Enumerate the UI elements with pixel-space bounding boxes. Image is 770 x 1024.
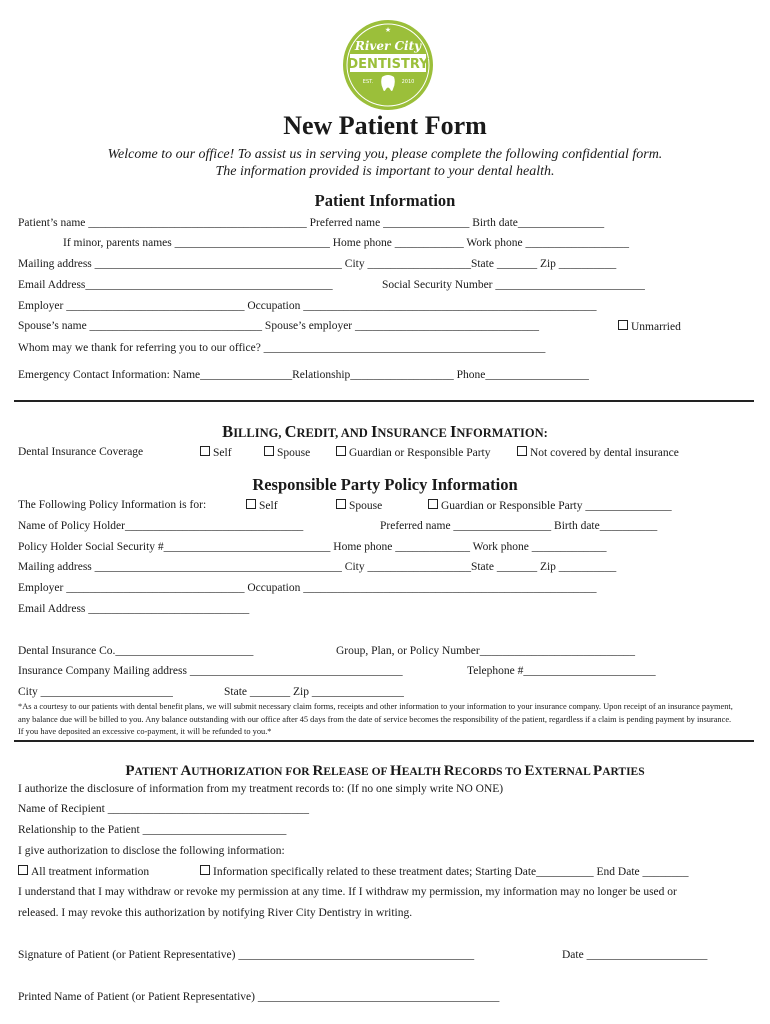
mailing-address-row[interactable]: Mailing address ___________________________________________ City __________________State _______ Zip __________ — [18, 258, 617, 270]
svg-text:★: ★ — [384, 26, 392, 34]
responsible-heading: Responsible Party Policy Information — [252, 475, 518, 494]
insurance-co-row[interactable]: Dental Insurance Co.________________________ — [18, 645, 254, 657]
withdraw-text: I understand that I may withdraw or revoke my permission at any time. If I withdraw my permission, my information may no longer be used or — [18, 886, 677, 898]
divider — [14, 740, 754, 742]
logo-line2: DENTISTRY — [347, 57, 429, 72]
policy-for-self[interactable]: Self — [246, 499, 278, 512]
relationship-row[interactable]: Relationship to the Patient _________________________ — [18, 824, 287, 836]
referral-row[interactable]: Whom may we thank for referring you to our office? _________________________________________________ — [18, 342, 546, 354]
intro-line-1: Welcome to our office! To assist us in serving you, please complete the following confidential form. — [107, 147, 663, 162]
patient-name-row[interactable]: Patient’s name ______________________________________ Preferred name _______________ Birth date_______________ — [18, 217, 605, 229]
policy-holder-preferred-row[interactable]: Preferred name _________________ Birth date__________ — [380, 520, 658, 532]
authorize-disclosure-text: I authorize the disclosure of information from my treatment records to: (If no one simply write NO ONE) — [18, 783, 504, 795]
date-row[interactable]: Date _____________________ — [562, 949, 708, 961]
coverage-guardian[interactable]: Guardian or Responsible Party — [336, 446, 491, 459]
coverage-spouse[interactable]: Spouse — [264, 446, 310, 459]
patient-info-heading: Patient Information — [314, 191, 456, 210]
checkbox-icon — [428, 499, 438, 509]
checkbox-icon — [246, 499, 256, 509]
policy-mailing-row[interactable]: Mailing address ___________________________________________ City __________________State _______ Zip __________ — [18, 561, 617, 573]
policy-for-label: The Following Policy Information is for: — [18, 499, 207, 511]
authorization-heading: PATIENT AUTHORIZATION FOR RELEASE OF HEALTH RECORDS TO EXTERNAL PARTIES — [125, 763, 645, 779]
policy-email-row[interactable]: Email Address ____________________________ — [18, 603, 250, 615]
emergency-contact-row[interactable]: Emergency Contact Information: Name________________Relationship__________________ Phone__________________ — [18, 369, 589, 381]
billing-heading: BILLING, CREDIT, AND INSURANCE INFORMATION: — [222, 422, 548, 441]
courtesy-fine-print: *As a courtesy to our patients with dental benefit plans, we will submit necessary claim forms, receipts and other information to your information to your insurance company. Upon receipt of an insurance payment, any balance due will be billed to you. Any balance outstanding with our office after 45 days from the date of service becomes the responsibility of the patient, regardless if a claim is pending payment by insurance. If you have deposited an excessive co-payment, it will be refunded to you.* — [18, 702, 733, 736]
river-city-dentistry-logo — [342, 19, 434, 111]
email-row[interactable]: Email Address___________________________________________ — [18, 279, 333, 291]
intro-line-2: The information provided is important to your dental health. — [215, 164, 555, 179]
coverage-label: Dental Insurance Coverage — [18, 446, 144, 458]
specific-dates-checkbox[interactable]: Information specifically related to these treatment dates; Starting Date__________ End Date ________ — [200, 865, 689, 878]
checkbox-icon — [517, 446, 527, 456]
logo-line1: River City — [354, 39, 422, 53]
unmarried-label: Unmarried — [631, 321, 681, 333]
signature-row[interactable]: Signature of Patient (or Patient Representative) _________________________________________ — [18, 949, 475, 961]
policy-for-spouse[interactable]: Spouse — [336, 499, 382, 512]
policy-holder-row[interactable]: Name of Policy Holder_______________________________ — [18, 520, 304, 532]
checkbox-icon — [336, 499, 346, 509]
unmarried-checkbox[interactable] — [618, 320, 681, 333]
coverage-not-covered[interactable]: Not covered by dental insurance — [517, 446, 679, 459]
ssn-row[interactable]: Social Security Number __________________________ — [382, 279, 645, 291]
insurance-state-zip-row[interactable]: State _______ Zip ________________ — [224, 686, 404, 698]
coverage-self[interactable]: Self — [200, 446, 232, 459]
recipient-row[interactable]: Name of Recipient ___________________________________ — [18, 803, 309, 815]
page-title: New Patient Form — [283, 111, 487, 140]
insurance-telephone-row[interactable]: Telephone #_______________________ — [467, 665, 656, 677]
checkbox-icon — [18, 865, 28, 875]
policy-employer-row[interactable]: Employer _______________________________ Occupation ___________________________________________________ — [18, 582, 597, 594]
divider — [14, 400, 754, 402]
give-authorization-text: I give authorization to disclose the following information: — [18, 845, 285, 857]
logo-est: EST. — [362, 79, 374, 85]
group-plan-row[interactable]: Group, Plan, or Policy Number___________________________ — [336, 645, 635, 657]
checkbox-icon — [200, 865, 210, 875]
checkbox-icon — [618, 320, 628, 330]
spouse-row[interactable]: Spouse’s name ______________________________ Spouse’s employer ________________________________ — [18, 320, 539, 332]
printed-name-row[interactable]: Printed Name of Patient (or Patient Representative) __________________________________________ — [18, 991, 500, 1003]
logo-year: 2010 — [401, 79, 415, 85]
checkbox-icon — [264, 446, 274, 456]
insurance-mailing-row[interactable]: Insurance Company Mailing address _____________________________________ — [18, 665, 403, 677]
policy-holder-ssn-row[interactable]: Policy Holder Social Security #_____________________________ Home phone _____________ Work phone _____________ — [18, 541, 607, 553]
revoke-text: released. I may revoke this authorization by notifying River City Dentistry in writing. — [18, 907, 413, 919]
checkbox-icon — [336, 446, 346, 456]
insurance-city-row[interactable]: City _______________________ — [18, 686, 173, 698]
parents-row[interactable]: If minor, parents names ___________________________ Home phone ____________ Work phone __________________ — [63, 237, 629, 249]
policy-for-guardian[interactable]: Guardian or Responsible Party _______________ — [428, 499, 672, 512]
employer-row[interactable]: Employer _______________________________ Occupation ___________________________________________________ — [18, 300, 597, 312]
checkbox-icon — [200, 446, 210, 456]
all-treatment-checkbox[interactable]: All treatment information — [18, 865, 149, 878]
